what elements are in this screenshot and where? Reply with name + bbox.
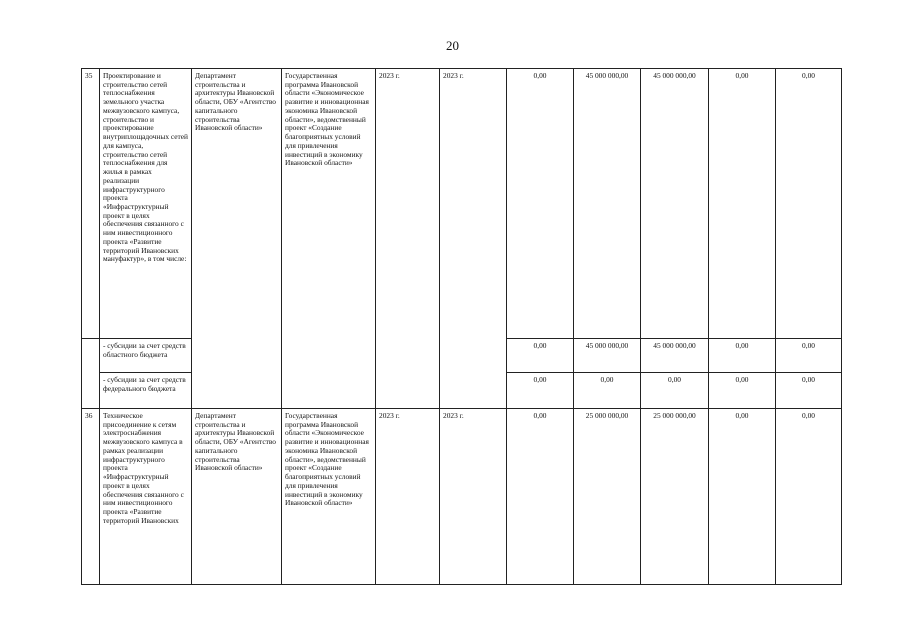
value-cell: 45 000 000,00 [641,69,709,339]
start-year: 2023 г. [376,69,440,409]
value-cell: 0,00 [641,373,709,409]
value-cell: 0,00 [574,373,641,409]
value-cell: 25 000 000,00 [574,409,641,585]
value-cell: 0,00 [776,69,842,339]
program: Государственная программа Ивановской области «Экономическое развитие и инновационная экономика Ивановской области», ведомственный проект «Создание благоприятных условий для привлечения инвестиций в экономику Ивановской области» [282,69,376,409]
row-number: 36 [82,409,100,585]
value-cell: 0,00 [709,69,776,339]
value-cell: 0,00 [776,339,842,373]
executor: Департамент строительства и архитектуры Ивановской области, ОБУ «Агентство капитального строительства Ивановской области» [192,409,282,585]
row-number-blank [82,339,100,409]
activity-name: Техническое присоединение к сетям электроснабжения межвузовского кампуса в рамках реализации инфраструктурного проекта «Инфраструктурный проект в целях обеспечения связанного с ним инвестиционного проекта «Развитие территорий Ивановских [100,409,192,585]
table-row [82,409,842,585]
value-cell: 25 000 000,00 [641,409,709,585]
value-cell: 45 000 000,00 [574,339,641,373]
value-cell: 0,00 [507,339,574,373]
end-year: 2023 г. [440,409,507,585]
row-number: 35 [82,69,100,339]
program: Государственная программа Ивановской области «Экономическое развитие и инновационная экономика Ивановской области», ведомственный проект «Создание благоприятных условий для привлечения инвестиций в экономику Ивановской области» [282,409,376,585]
value-cell: 0,00 [776,373,842,409]
value-cell: 45 000 000,00 [574,69,641,339]
activity-name: - субсидии за счет средств федерального бюджета [100,373,192,409]
value-cell: 0,00 [709,409,776,585]
executor: Департамент строительства и архитектуры Ивановской области, ОБУ «Агентство капитального строительства Ивановской области» [192,69,282,409]
start-year: 2023 г. [376,409,440,585]
activity-name: Проектирование и строительство сетей теплоснабжения земельного участка межвузовского кампуса, строительство и проектирование внутриплощадочных сетей для кампуса, строительство сетей теплоснабжения для жилья в рамках реализации инфраструктурного проекта «Инфраструктурный проект в целях обеспечения связанного с ним инвестиционного проекта «Развитие территорий Ивановских мануфактур», в том числе: [100,69,192,339]
value-cell: 0,00 [507,69,574,339]
table-row [82,69,842,339]
page-number: 20 [446,38,459,53]
value-cell: 0,00 [507,373,574,409]
activity-name: - субсидии за счет средств областного бюджета [100,339,192,373]
value-cell: 0,00 [709,339,776,373]
value-cell: 0,00 [507,409,574,585]
value-cell: 0,00 [709,373,776,409]
value-cell: 45 000 000,00 [641,339,709,373]
funding-table [81,68,842,585]
end-year: 2023 г. [440,69,507,409]
value-cell: 0,00 [776,409,842,585]
